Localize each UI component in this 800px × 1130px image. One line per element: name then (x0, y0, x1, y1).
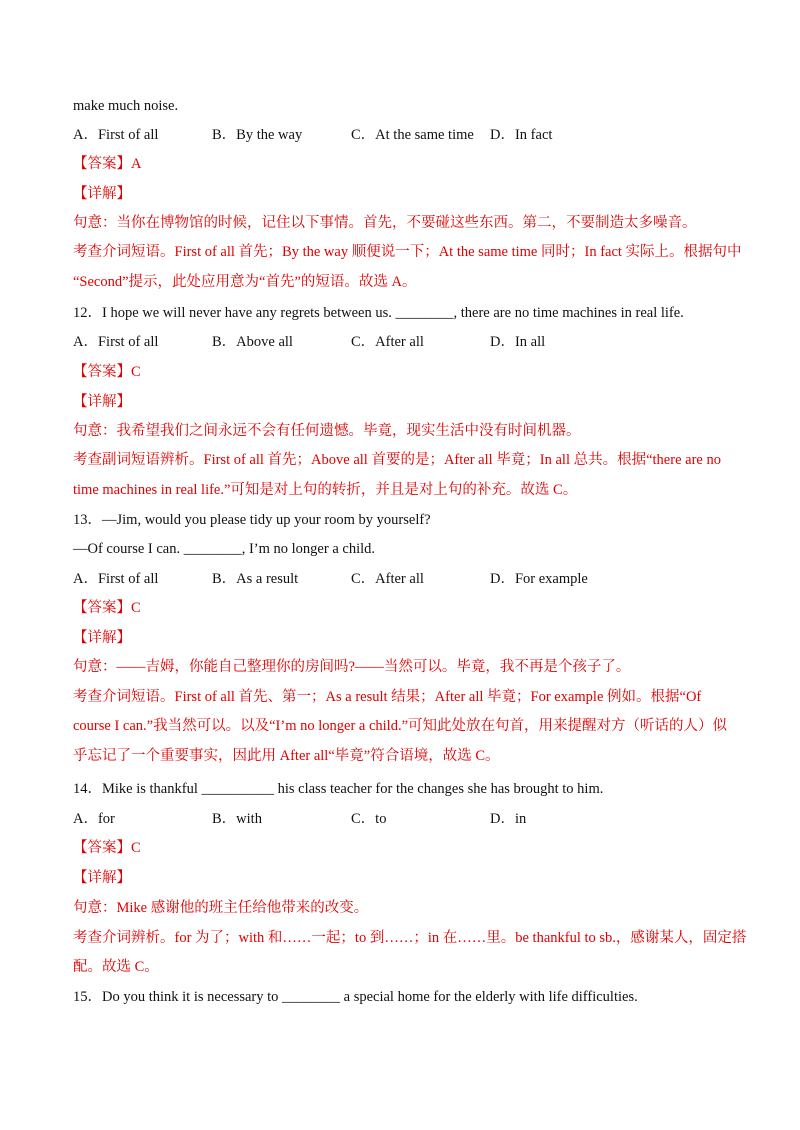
q14-detail-heading: 【详解】 (73, 870, 131, 886)
q13-option-b: B．As a result (212, 571, 299, 587)
q13-stem-line-2: —Of course I can. ________, I’m no longer a child. (73, 541, 376, 557)
q12-option-a: A．First of all (73, 334, 159, 350)
q12-stem: 12．I hope we will never have any regrets between us. ________, there are no time machines in real life. (73, 305, 684, 321)
q12-answer: 【答案】C (73, 364, 141, 380)
q11-stem-tail: make much noise. (73, 98, 179, 114)
q13-stem-line-1: 13．—Jim, would you please tidy up your room by yourself? (73, 512, 431, 528)
q13-analysis-line-1: 考查介词短语。First of all 首先、第一；As a result 结果；After all 毕竟；For example 例如。根据“Of (73, 689, 702, 705)
q11-answer: 【答案】A (73, 156, 142, 172)
q12-option-b: B．Above all (212, 334, 293, 350)
q11-analysis-line-1: 考查介词短语。First of all 首先；By the way 顺便说一下；At the same time 同时；In fact 实际上。根据句中 (73, 244, 742, 260)
q14-option-b: B．with (212, 811, 262, 827)
q13-meaning: 句意：——吉姆，你能自己整理你的房间吗?——当然可以。毕竟，我不再是个孩子了。 (73, 659, 631, 675)
q12-detail-heading: 【详解】 (73, 394, 131, 410)
q11-meaning: 句意：当你在博物馆的时候，记住以下事情。首先，不要碰这些东西。第二，不要制造太多噪音。 (73, 215, 697, 231)
q11-option-c: C．At the same time (351, 127, 474, 143)
q11-option-a: A．First of all (73, 127, 159, 143)
q11-analysis-line-2: “Second”提示，此处应用意为“首先”的短语。故选 A。 (73, 274, 417, 290)
q13-detail-heading: 【详解】 (73, 630, 131, 646)
q13-answer: 【答案】C (73, 600, 141, 616)
q12-option-c: C．After all (351, 334, 424, 350)
q13-option-c: C．After all (351, 571, 424, 587)
q12-meaning: 句意：我希望我们之间永远不会有任何遗憾。毕竟，现实生活中没有时间机器。 (73, 423, 581, 439)
q15-stem: 15．Do you think it is necessary to ________ a special home for the elderly with life difficulties. (73, 989, 638, 1005)
q11-detail-heading: 【详解】 (73, 186, 131, 202)
q14-analysis-line-2: 配。故选 C。 (73, 959, 159, 975)
q11-option-b: B．By the way (212, 127, 303, 143)
q14-meaning: 句意：Mike 感谢他的班主任给他带来的改变。 (73, 900, 369, 916)
q14-answer: 【答案】C (73, 840, 141, 856)
q14-analysis-line-1: 考查介词辨析。for 为了；with 和……一起；to 到……；in 在……里。be thankful to sb.，感谢某人，固定搭 (73, 930, 747, 946)
q12-analysis-line-1: 考查副词短语辨析。First of all 首先；Above all 首要的是；After all 毕竟；In all 总共。根据“there are no (73, 452, 721, 468)
q14-stem: 14．Mike is thankful __________ his class teacher for the changes she has brought to him. (73, 781, 604, 797)
q11-option-d: D．In fact (490, 127, 553, 143)
q12-option-d: D．In all (490, 334, 546, 350)
q14-option-c: C．to (351, 811, 387, 827)
q12-analysis-line-2: time machines in real life.”可知是对上句的转折，并且是对上句的补充。故选 C。 (73, 482, 578, 498)
q13-analysis-line-2: course I can.”我当然可以。以及“I’m no longer a child.”可知此处放在句首，用来提醒对方（听话的人）似 (73, 718, 728, 734)
q11-options (73, 125, 730, 145)
q14-option-d: D．in (490, 811, 527, 827)
q13-options (73, 569, 730, 589)
q13-option-a: A．First of all (73, 571, 159, 587)
q13-analysis-line-3: 乎忘记了一个重要事实，因此用 After all“毕竟”符合语境，故选 C。 (73, 748, 500, 764)
q12-options (73, 332, 730, 352)
q14-options (73, 809, 730, 829)
q14-option-a: A．for (73, 811, 115, 827)
q13-option-d: D．For example (490, 571, 588, 587)
